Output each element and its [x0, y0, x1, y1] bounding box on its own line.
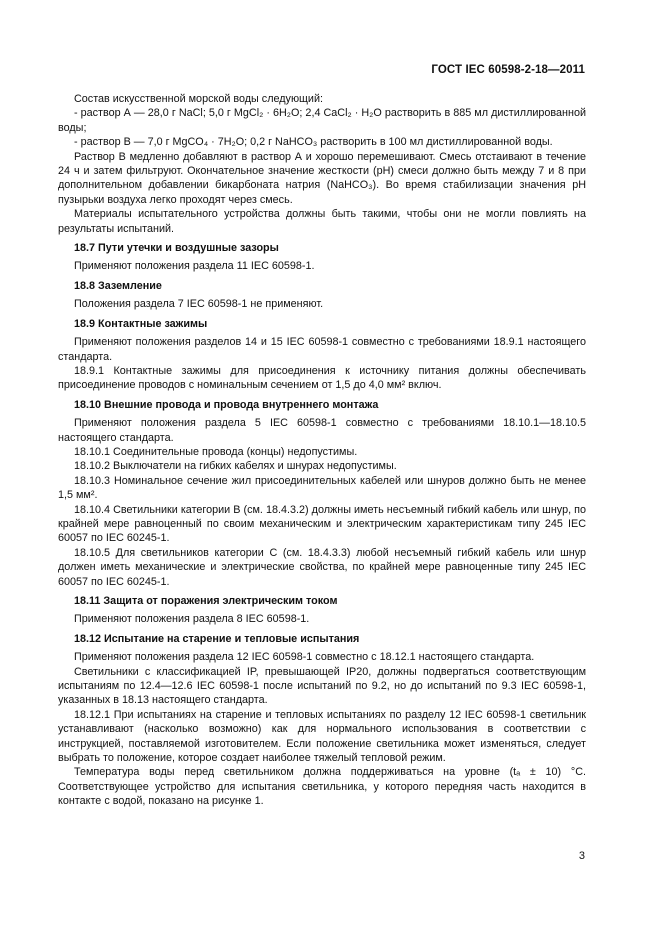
paragraph: Применяют положения раздела 12 IEC 60598-1 совместно с 18.12.1 настоящего стандарта.	[74, 651, 535, 664]
section-heading: 18.8 Заземление	[74, 279, 162, 292]
document-header: ГОСТ IEC 60598-2-18—2011	[431, 64, 585, 76]
section-heading: 18.10 Внешние провода и провода внутреннего монтажа	[74, 398, 379, 411]
paragraph: Применяют положения раздела 11 IEC 60598-1.	[74, 260, 315, 273]
paragraph: 18.10.1 Соединительные провода (концы) недопустимы.	[74, 445, 358, 458]
paragraph: 18.10.3 Номинальное сечение жил присоединительных кабелей или шнуров должно быть не менее 1,5 мм².	[58, 474, 586, 502]
paragraph: 18.12.1 При испытаниях на старение и тепловых испытаниях по разделу 12 IEC 60598-1 светильник устанавливают (насколько возможно) как для нормального использования в соответствии с инструкцией, поставляемой изготовителем. Если положение светильника может изменяться, следует выбрать то положение, которое создает наиболее тяжелый тепловой режим.	[58, 708, 586, 765]
paragraph: Применяют положения разделов 14 и 15 IEC 60598-1 совместно с требованиями 18.9.1 настоящего стандарта.	[58, 336, 586, 363]
paragraph: Положения раздела 7 IEC 60598-1 не применяют.	[74, 298, 324, 311]
paragraph: Раствор В медленно добавляют в раствор А и хорошо перемешивают. Смесь отстаивают в течение 24 ч и затем фильтруют. Окончательное значение жесткости (pH) смеси должно быть между 7 и 8 при дополнительном добавлении бикарбоната натрия (NaHCO₃). Во время стабилизации значения pH пузырьки воздуха легко проходят через смесь.	[58, 150, 586, 206]
paragraph: Применяют положения раздела 8 IEC 60598-1.	[74, 613, 310, 626]
paragraph: Температура воды перед светильником должна поддерживаться на уровне (tₐ ± 10) °С. Соответствующее устройство для испытания светильника, у которого передняя часть находится в контакте с водой, показано на рисунке 1.	[58, 766, 586, 808]
paragraph: Светильники с классификацией IP, превышающей IP20, должны подвергаться соответствующим испытаниям по 12.4—12.6 IEC 60598-1 после испытаний по 9.2, но до испытаний по 9.3 IEC 60598-1, указанных в 18.13 настоящего стандарта.	[58, 665, 586, 707]
paragraph: 18.10.4 Светильники категории В (см. 18.4.3.2) должны иметь несъемный гибкий кабель или шнур, по крайней мере равноценный по своим механическим и электрическим характеристикам типу 245 IEC 60057 по IEC 60245-1.	[58, 503, 586, 545]
section-heading: 18.12 Испытание на старение и тепловые испытания	[74, 632, 360, 645]
paragraph: 18.10.5 Для светильников категории С (см. 18.4.3.3) любой несъемный гибкий кабель или шнур должен иметь механические и электрические свойства, по крайней мере равноценные типу 245 IEC 60057 по IEC 60245-1.	[58, 546, 586, 588]
section-heading: 18.9 Контактные зажимы	[74, 317, 208, 330]
paragraph: 18.9.1 Контактные зажимы для присоединения к источнику питания должны обеспечивать присоединение проводов с номинальным сечением от 1,5 до 4,0 мм² включ.	[58, 364, 586, 392]
paragraph: Состав искусственной морской воды следующий:	[74, 93, 323, 105]
paragraph: Применяют положения раздела 5 IEC 60598-1 совместно с требованиями 18.10.1—18.10.5 настоящего стандарта.	[58, 417, 586, 444]
page-number: 3	[578, 850, 585, 862]
paragraph: Материалы испытательного устройства должны быть такими, чтобы они не могли повлиять на результаты испытаний.	[58, 208, 586, 235]
paragraph: 18.10.2 Выключатели на гибких кабелях и шнурах недопустимы.	[74, 460, 397, 473]
section-heading: 18.7 Пути утечки и воздушные зазоры	[74, 242, 279, 255]
page-body	[58, 92, 586, 809]
paragraph: - раствор А — 28,0 г NaCl; 5,0 г MgCl₂ · 6H₂O; 2,4 CaCl₂ · H₂O растворить в 885 мл дистиллированной воды;	[58, 107, 586, 134]
paragraph: - раствор В — 7,0 г MgCO₄ · 7H₂O; 0,2 г NaHCO₃ растворить в 100 мл дистиллированной воды.	[74, 136, 553, 149]
section-heading: 18.11 Защита от поражения электрическим током	[74, 595, 338, 607]
